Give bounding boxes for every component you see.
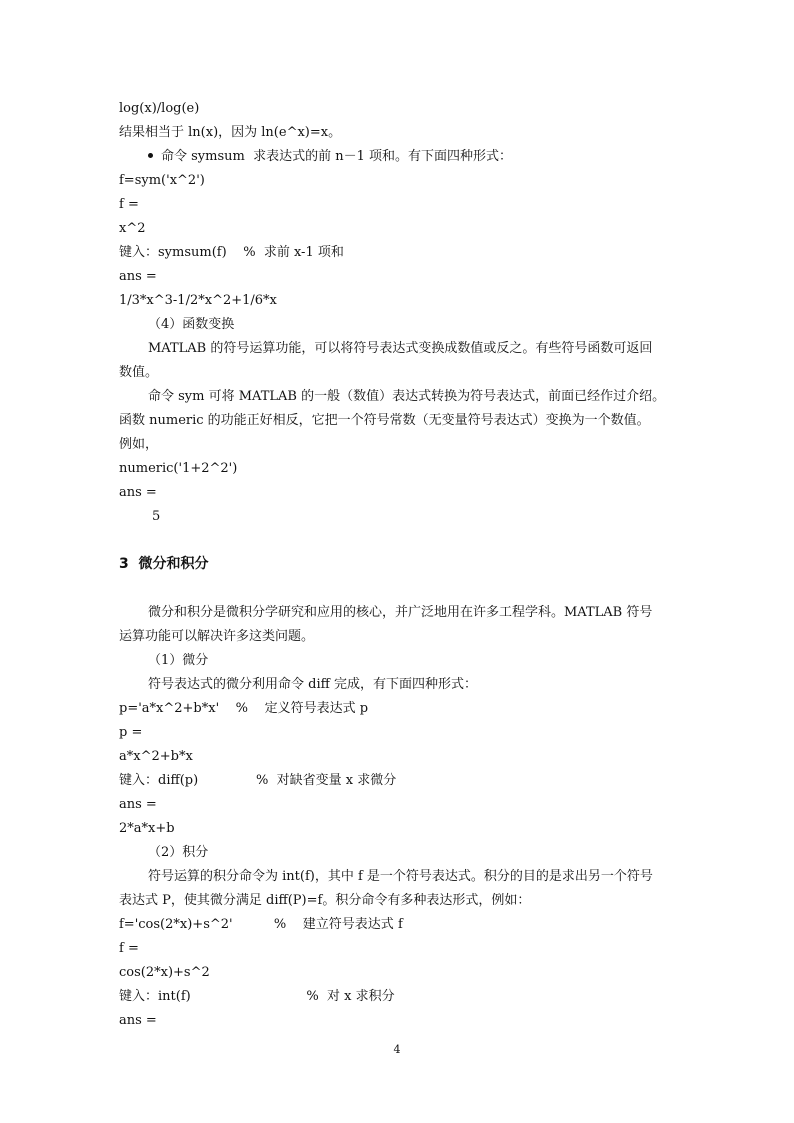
code-line: p='a*x^2+b*x' % 定义符号表达式 p xyxy=(119,701,369,716)
code-line: p = xyxy=(119,725,143,740)
text-line: 表达式 P，使其微分满足 diff(P)=f。积分命令有多种表达形式，例如： xyxy=(119,893,531,908)
code-line: ans = xyxy=(119,485,157,500)
text-line: MATLAB 的符号运算功能，可以将符号表达式变换成数值或反之。有些符号函数可返回 xyxy=(148,341,653,356)
code-line: f = xyxy=(119,941,139,956)
code-line: 键入：symsum(f) % 求前 x-1 项和 xyxy=(119,245,344,260)
code-line: 5 xyxy=(152,509,161,524)
code-line: 1/3*x^3-1/2*x^2+1/6*x xyxy=(119,293,277,308)
text-line: 例如， xyxy=(119,437,159,452)
bullet-text: 命令 symsum 求表达式的前 n－1 项和。有下面四种形式： xyxy=(161,149,513,164)
code-line: x^2 xyxy=(119,221,146,236)
text-line: 函数 numeric 的功能正好相反，它把一个符号常数（无变量符号表达式）变换为一个数值。 xyxy=(119,413,650,428)
text-line: 符号运算的积分命令为 int(f)，其中 f 是一个符号表达式。积分的目的是求出另一个符号 xyxy=(148,869,653,884)
subsection-title: （4）函数变换 xyxy=(148,317,235,332)
code-line: f=sym('x^2') xyxy=(119,173,205,188)
bullet-item xyxy=(148,149,512,165)
code-line: 键入：int(f) % 对 x 求积分 xyxy=(119,989,395,1004)
code-line: cos(2*x)+s^2 xyxy=(119,965,210,980)
text-line: 符号表达式的微分利用命令 diff 完成，有下面四种形式： xyxy=(148,677,477,692)
text-line: 命令 sym 可将 MATLAB 的一般（数值）表达式转换为符号表达式，前面已经作过介绍。 xyxy=(148,389,666,404)
page-number: 4 xyxy=(393,1043,401,1056)
bullet-icon xyxy=(148,153,153,158)
code-line: numeric('1+2^2') xyxy=(119,461,238,476)
text-line: 运算功能可以解决许多这类问题。 xyxy=(119,629,315,644)
text-line: 数值。 xyxy=(119,365,159,380)
section-heading: 3 微分和积分 xyxy=(119,556,209,572)
code-line: f = xyxy=(119,197,139,212)
code-line: ans = xyxy=(119,797,157,812)
text-line: 微分和积分是微积分学研究和应用的核心，并广泛地用在许多工程学科。MATLAB 符号 xyxy=(148,605,653,620)
subsection-title: （2）积分 xyxy=(148,845,209,860)
code-line: 2*a*x+b xyxy=(119,821,175,836)
subsection-title: （1）微分 xyxy=(148,653,209,668)
text-line: log(x)/log(e) xyxy=(119,101,200,116)
code-line: 键入：diff(p) % 对缺省变量 x 求微分 xyxy=(119,773,397,788)
text-line: 结果相当于 ln(x)，因为 ln(e^x)=x。 xyxy=(119,125,342,140)
code-line: a*x^2+b*x xyxy=(119,749,193,764)
code-line: ans = xyxy=(119,1013,157,1028)
code-line: ans = xyxy=(119,269,157,284)
code-line: f='cos(2*x)+s^2' % 建立符号表达式 f xyxy=(119,917,403,932)
